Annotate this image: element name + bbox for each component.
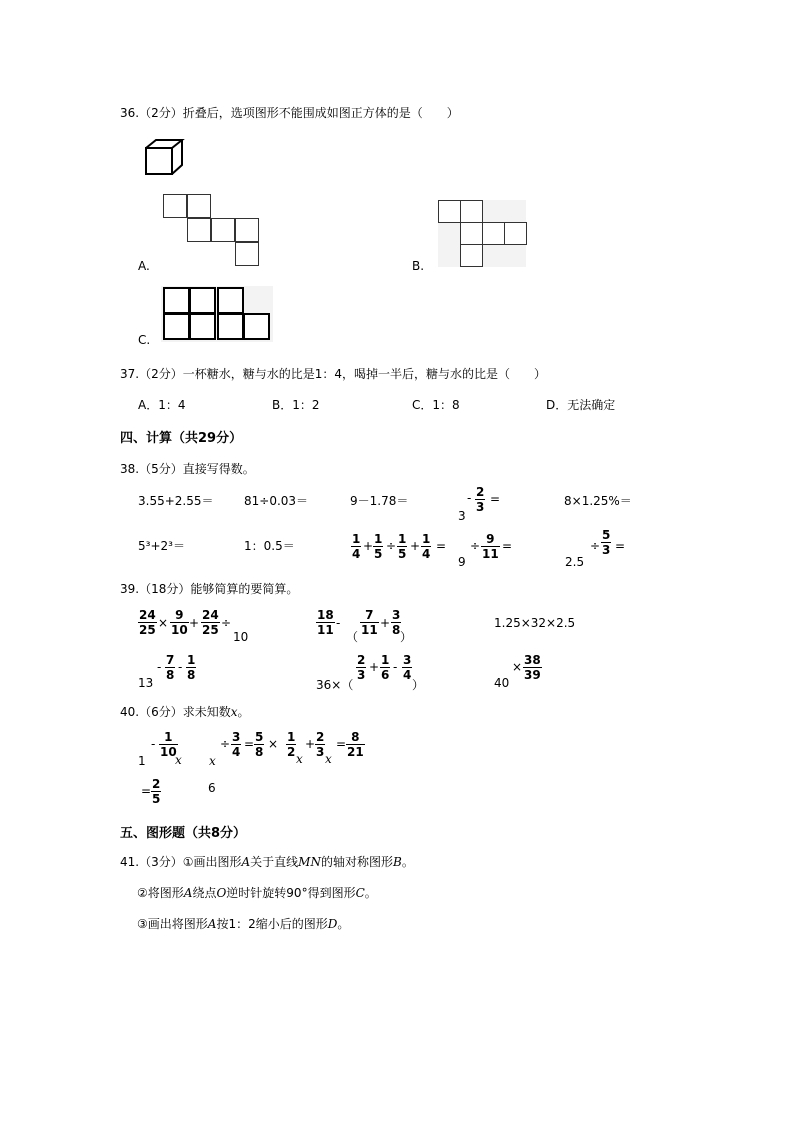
net-b-square (504, 222, 527, 245)
section5-title: 五、图形题（共8分） (120, 826, 247, 841)
net-a-square (235, 242, 259, 266)
net-b-square (482, 222, 505, 245)
net-a-square (235, 218, 259, 242)
net-a-square (187, 218, 211, 242)
q36-header: 36.（2分）折叠后，选项图形不能围成如图正方体的是（ ） (120, 106, 459, 120)
net-c-square (163, 313, 190, 340)
net-c-square (163, 287, 190, 314)
net-a-square (211, 218, 235, 242)
q38-expr-3: 9－1.78＝ (350, 494, 409, 508)
q37-option-b[interactable]: B．1：2 (272, 398, 320, 412)
net-c-square (189, 287, 216, 314)
q37-option-d[interactable]: D．无法确定 (546, 398, 616, 412)
q37-option-a[interactable]: A．1：4 (138, 398, 186, 412)
net-b-square (460, 222, 483, 245)
net-c-square (243, 313, 270, 340)
net-b-square (460, 200, 483, 223)
q40-eq-2-rhs: 6 (208, 781, 216, 795)
net-b-square (438, 200, 461, 223)
net-c-square (189, 313, 216, 340)
net-a-square (163, 194, 187, 218)
q37-header: 37.（2分）一杯糖水，糖与水的比是1：4，喝掉一半后，糖与水的比是（ ） (120, 367, 546, 381)
q40-header: 40.（6分）求未知数x。 (120, 705, 250, 719)
q39-header: 39.（18分）能够简算的要简算。 (120, 582, 299, 596)
net-b-square (460, 244, 483, 267)
q38-expr-5: 8×1.25%＝ (564, 494, 632, 508)
net-c-square (217, 287, 244, 314)
option-c-label[interactable]: C. (138, 333, 151, 347)
q38-header: 38.（5分）直接写得数。 (120, 462, 255, 476)
q41-line-2: ②将图形A绕点O逆时针旋转90°得到图形C。 (137, 886, 377, 900)
option-a-label[interactable]: A. (138, 259, 150, 273)
net-a-square (187, 194, 211, 218)
q41-line-3: ③画出将图形A按1：2缩小后的图形D。 (137, 917, 350, 931)
net-c-square (217, 313, 244, 340)
q39-expr-3: 1.25×32×2.5 (494, 616, 576, 630)
q38-expr-6: 5³+2³＝ (138, 539, 185, 553)
q38-expr-2: 81÷0.03＝ (244, 494, 309, 508)
q38-expr-1: 3.55+2.55＝ (138, 494, 214, 508)
section4-title: 四、计算（共29分） (120, 431, 243, 446)
q41-line-1: 41.（3分）①画出图形A关于直线MN的轴对称图形B。 (120, 855, 414, 869)
cube-figure (144, 138, 186, 176)
q38-expr-7: 1：0.5＝ (244, 539, 295, 553)
q37-option-c[interactable]: C．1：8 (412, 398, 460, 412)
option-b-label[interactable]: B. (412, 259, 425, 273)
